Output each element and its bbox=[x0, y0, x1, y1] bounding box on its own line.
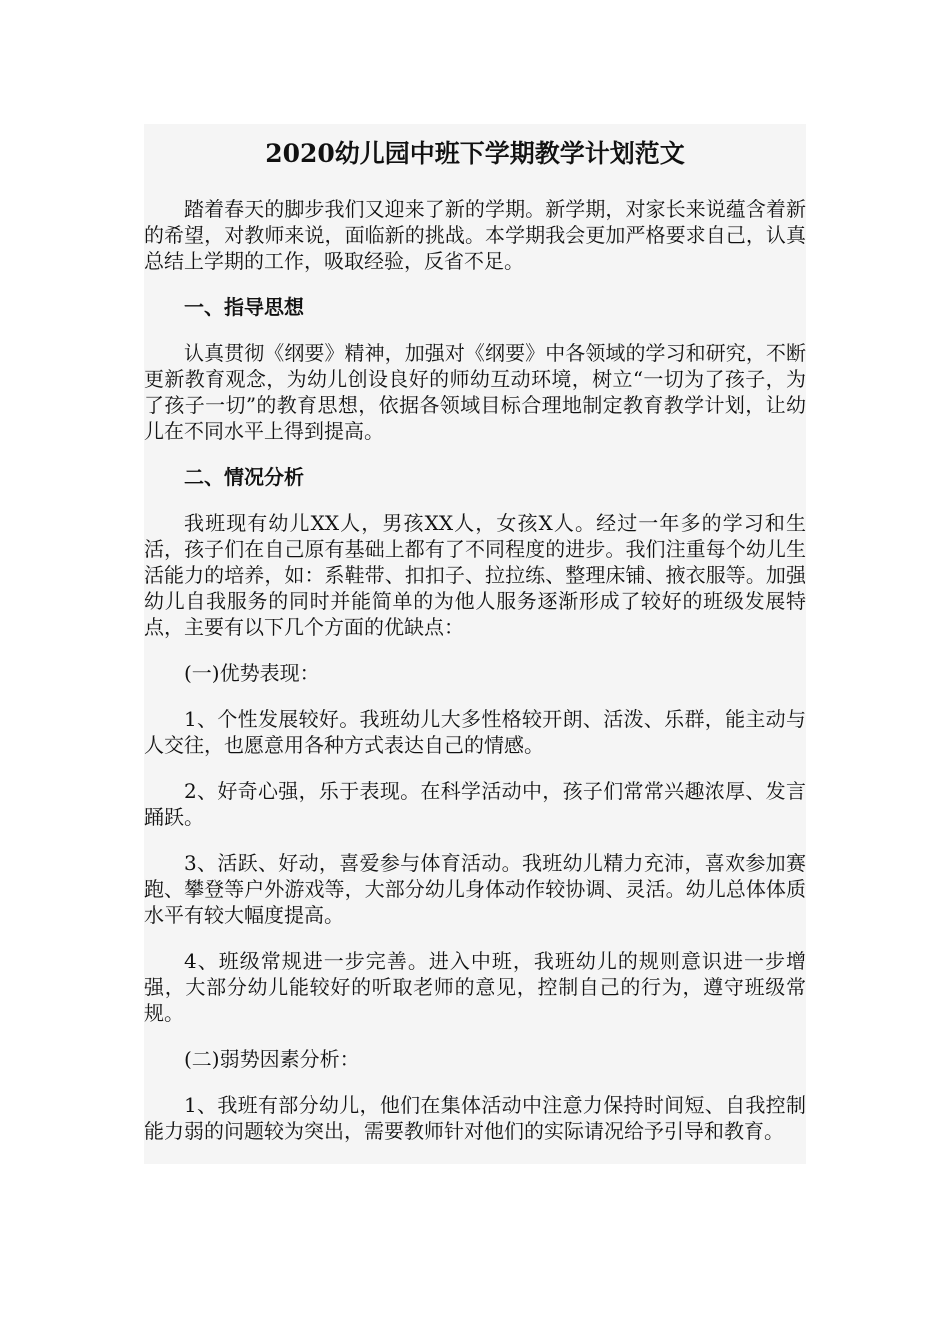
strength-item: 2、好奇心强，乐于表现。在科学活动中，孩子们常常兴趣浓厚、发言踊跃。 bbox=[144, 779, 806, 829]
weaknesses-label: (二)弱势因素分析： bbox=[184, 1047, 360, 1071]
document-page bbox=[144, 124, 806, 1164]
section-heading-guiding-thought: 一、指导思想 bbox=[184, 295, 304, 319]
document-body bbox=[144, 196, 806, 1144]
guiding-thought-paragraph: 认真贯彻《纲要》精神，加强对《纲要》中各领域的学习和研究，不断更新教育观念，为幼儿创设良好的师幼互动环境，树立“一切为了孩子，为了孩子一切”的教育思想，依据各领域目标合理地制定教育教学计划，让幼儿在不同水平上得到提高。 bbox=[144, 341, 806, 443]
intro-paragraph: 踏着春天的脚步我们又迎来了新的学期。新学期，对家长来说蕴含着新的希望，对教师来说，面临新的挑战。本学期我会更加严格要求自己，认真总结上学期的工作，吸取经验，反省不足。 bbox=[144, 197, 806, 273]
section-heading-situation-analysis: 二、情况分析 bbox=[184, 465, 304, 489]
weakness-item: 1、我班有部分幼儿，他们在集体活动中注意力保持时间短、自我控制能力弱的问题较为突出，需要教师针对他们的实际请况给予引导和教育。 bbox=[144, 1093, 806, 1143]
strength-item: 1、个性发展较好。我班幼儿大多性格较开朗、活泼、乐群，能主动与人交往，也愿意用各种方式表达自己的情感。 bbox=[144, 707, 806, 757]
situation-analysis-paragraph: 我班现有幼儿XX人，男孩XX人，女孩X人。经过一年多的学习和生活，孩子们在自己原有基础上都有了不同程度的进步。我们注重每个幼儿生活能力的培养，如：系鞋带、扣扣子、拉拉练、整理床铺、掖衣服等。加强幼儿自我服务的同时并能简单的为他人服务逐渐形成了较好的班级发展特点，主要有以下几个方面的优缺点： bbox=[144, 511, 806, 639]
strength-item: 4、班级常规进一步完善。进入中班，我班幼儿的规则意识进一步增强，大部分幼儿能较好的听取老师的意见，控制自己的行为，遵守班级常规。 bbox=[144, 949, 806, 1025]
strength-item: 3、活跃、好动，喜爱参与体育活动。我班幼儿精力充沛，喜欢参加赛跑、攀登等户外游戏等，大部分幼儿身体动作较协调、灵活。幼儿总体体质水平有较大幅度提高。 bbox=[144, 851, 806, 927]
document-title: 2020幼儿园中班下学期教学计划范文 bbox=[265, 139, 685, 168]
strengths-label: (一)优势表现： bbox=[184, 661, 320, 685]
